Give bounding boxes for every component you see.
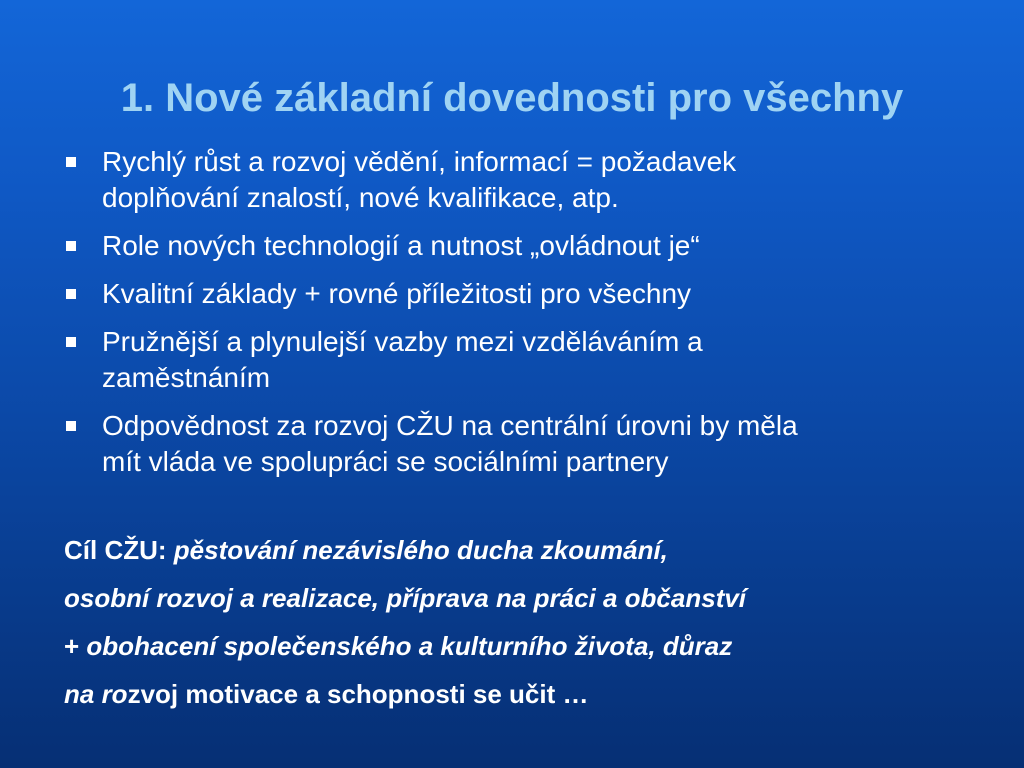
square-bullet-icon	[66, 421, 76, 431]
bullet-item	[62, 228, 962, 264]
square-bullet-icon	[66, 241, 76, 251]
bullet-item	[62, 324, 962, 396]
bullet-text-line: Rychlý růst a rozvoj vědění, informací = požadavek	[102, 146, 737, 177]
square-bullet-icon	[66, 157, 76, 167]
goal-text-line: pěstování nezávislého ducha zkoumání,	[173, 535, 668, 565]
bullet-item	[62, 408, 962, 480]
square-bullet-icon	[66, 289, 76, 299]
bullet-text-line: doplňování znalostí, nové kvalifikace, atp.	[102, 182, 619, 213]
goal-text-line: osobní rozvoj a realizace, příprava na práci a občanství	[64, 583, 747, 613]
goal-plus-sign: +	[64, 631, 87, 661]
bullet-text-line: Role nových technologií a nutnost „ovládnout je“	[102, 230, 700, 261]
goal-label: Cíl CŽU:	[64, 535, 174, 565]
bullet-text-line: mít vláda ve spolupráci se sociálními partnery	[102, 446, 669, 477]
bullet-text-line: zaměstnáním	[102, 362, 271, 393]
bullet-item	[62, 144, 962, 216]
bullet-text-line: Odpovědnost za rozvoj CŽU na centrální úrovni by měla	[102, 410, 798, 441]
goal-text-line: zvoj motivace a schopnosti se učit …	[127, 679, 589, 709]
bullet-item	[62, 276, 962, 312]
bullet-list	[62, 144, 962, 492]
square-bullet-icon	[66, 337, 76, 347]
goal-statement	[64, 526, 984, 718]
bullet-text-line: Kvalitní základy + rovné příležitosti pro všechny	[102, 278, 692, 309]
goal-text-line: obohacení společenského a kulturního života, důraz	[86, 631, 733, 661]
slide-title: 1. Nové základní dovednosti pro všechny	[120, 76, 904, 120]
goal-text-italic-fragment: na ro	[64, 679, 128, 709]
bullet-text-line: Pružnější a plynulejší vazby mezi vzděláváním a	[102, 326, 703, 357]
